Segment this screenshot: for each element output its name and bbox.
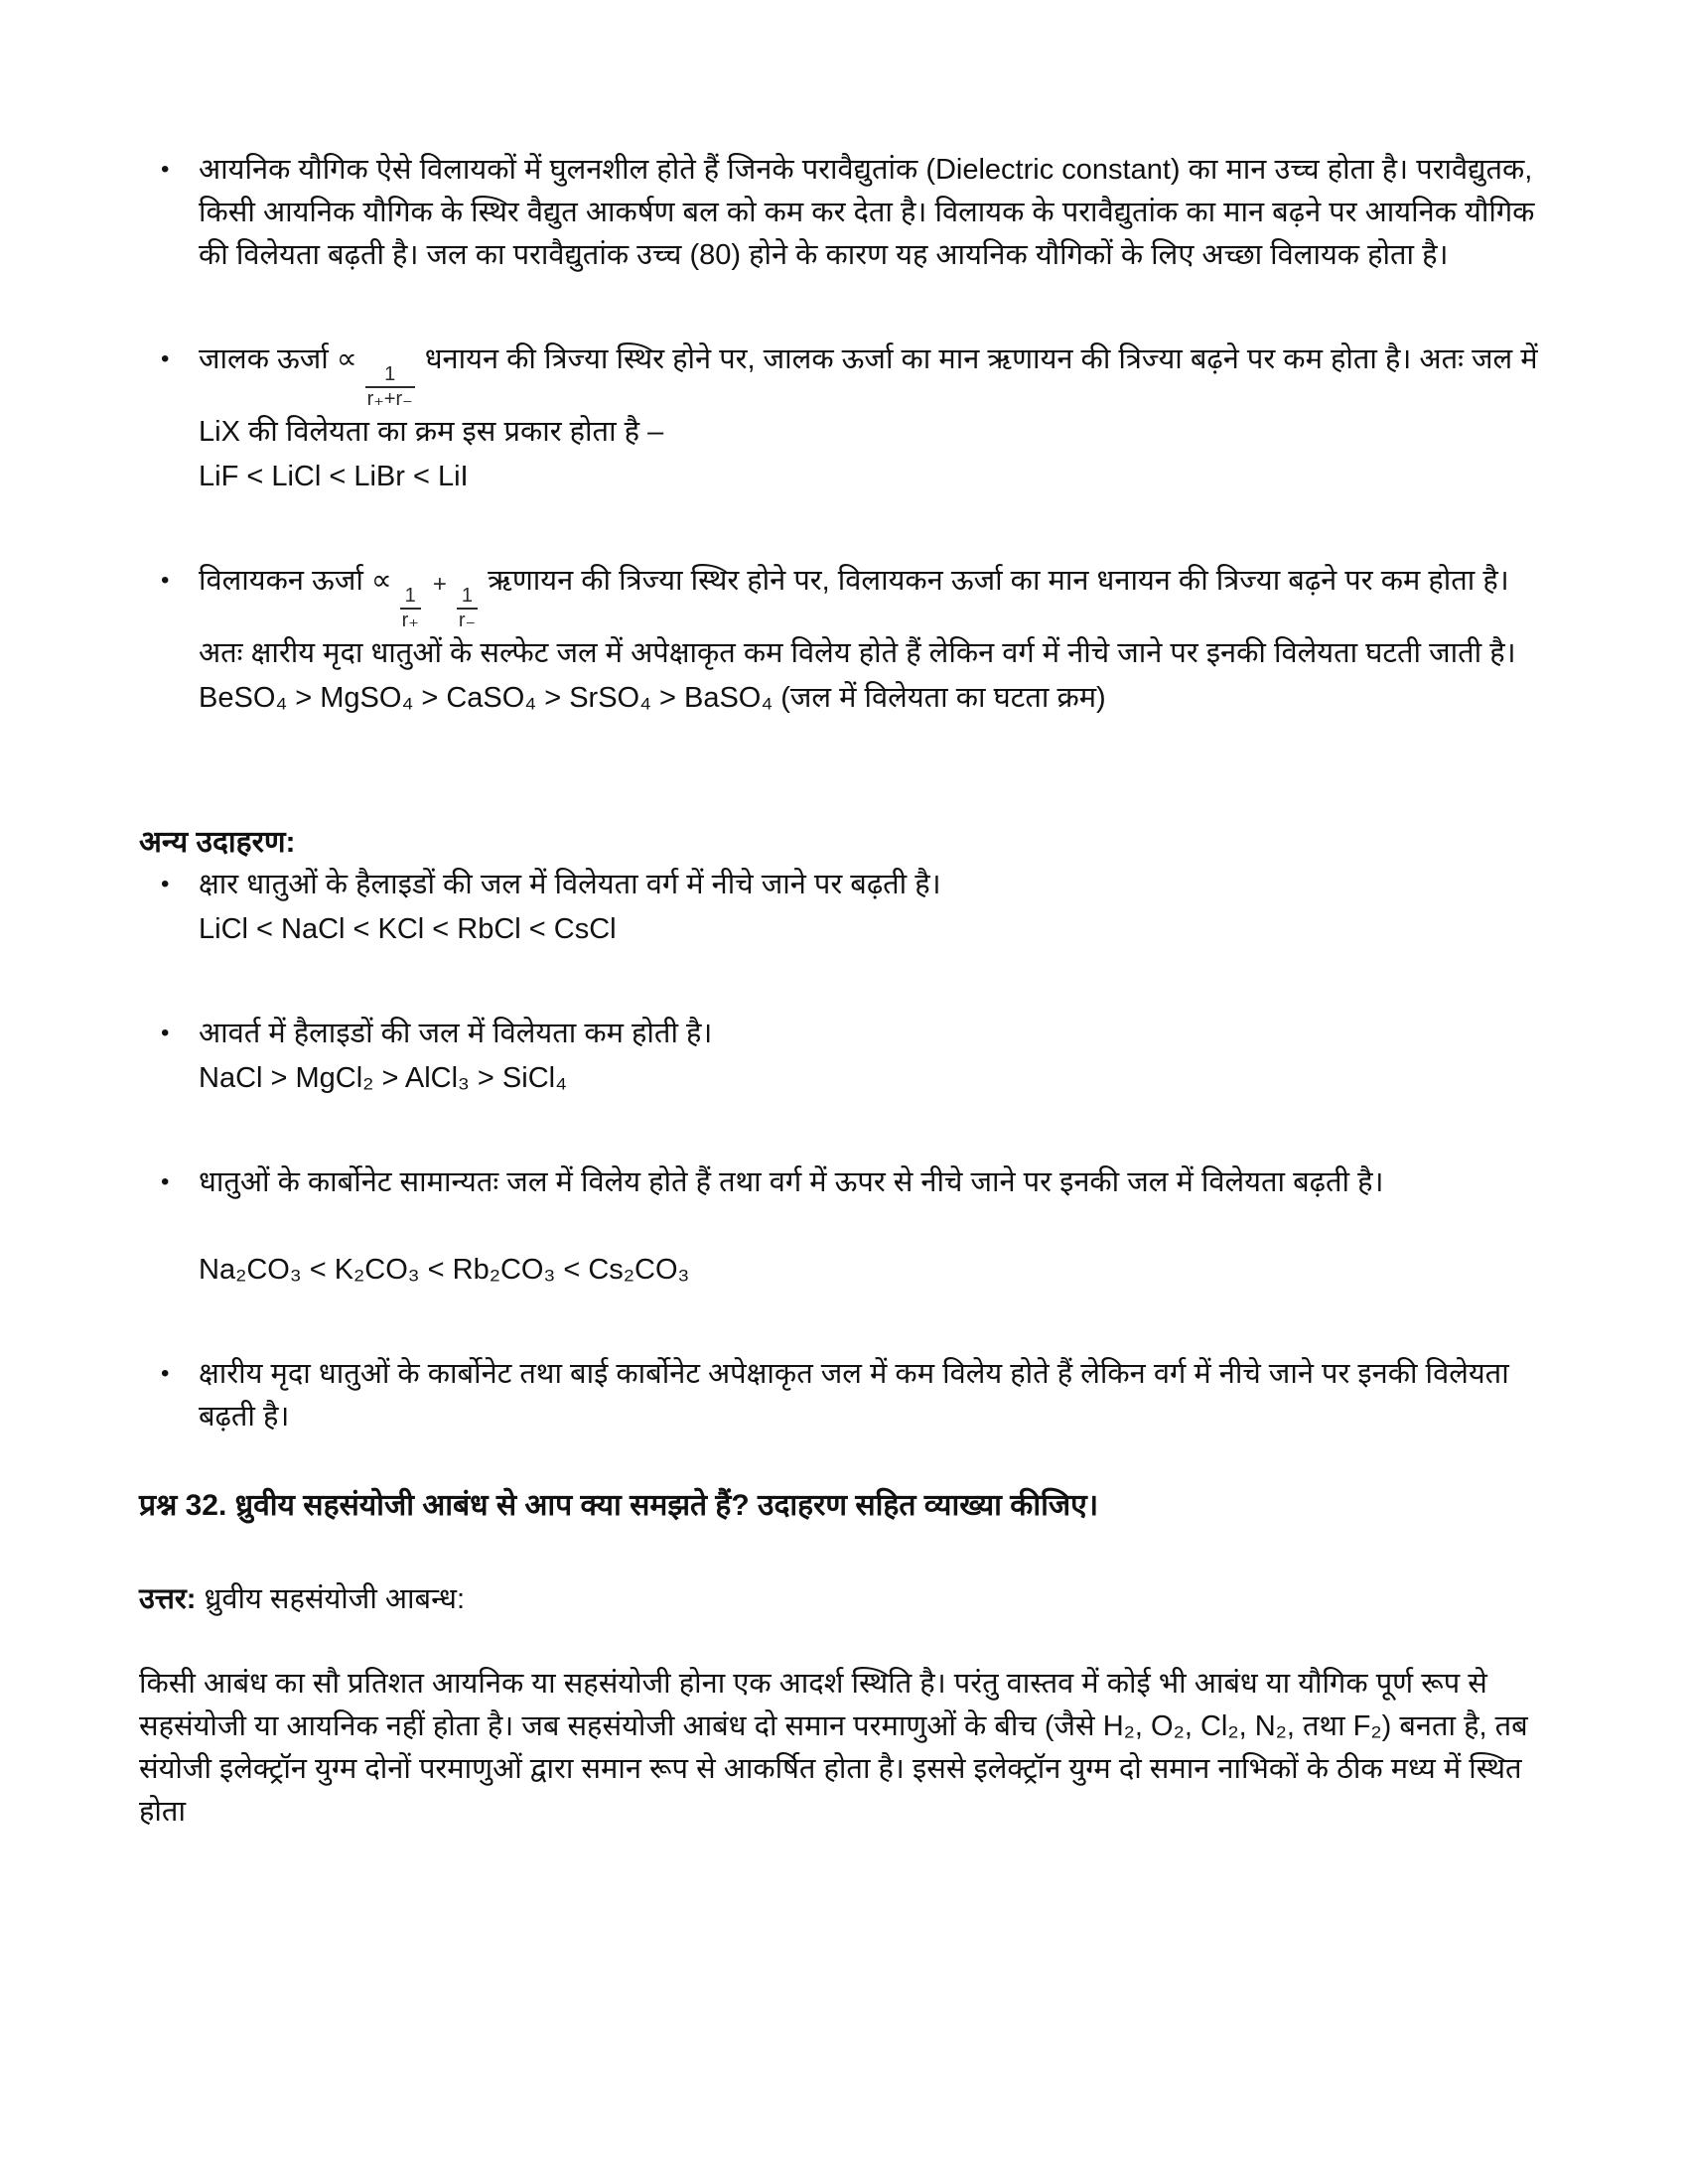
list-item [139, 1161, 1549, 1292]
list-item [139, 560, 1549, 720]
list-item [139, 864, 1549, 951]
other-examples-heading: अन्य उदाहरण: [139, 826, 296, 859]
list-item [139, 1013, 1549, 1100]
bullet-text-pre: विलायकन ऊर्जा ∝ [199, 565, 392, 597]
fraction-denominator: r₊ [401, 610, 419, 631]
solvation-energy-fraction-1 [400, 585, 421, 632]
list-item [139, 1353, 1549, 1438]
fraction-numerator: 1 [384, 363, 396, 385]
lattice-energy-fraction [365, 363, 415, 411]
bullet-text-pre: जालक ऊर्जा ∝ [199, 343, 357, 375]
formula-line: LiF < LiCl < LiBr < LiI [199, 461, 469, 492]
list-item [139, 149, 1549, 277]
formula-line: LiCl < NaCl < KCl < RbCl < CsCl [199, 913, 617, 945]
answer-subtitle: ध्रुवीय सहसंयोजी आबन्ध: [196, 1583, 466, 1615]
question-32-heading: प्रश्न 32. ध्रुवीय सहसंयोजी आबंध से आप क्या समझते हैं? उदाहरण सहित व्याख्या कीजिए। [139, 1489, 1099, 1522]
bullet-text-post: धनायन की त्रिज्या स्थिर होने पर, जालक ऊर्जा का मान ऋणायन की त्रिज्या बढ़ने पर कम होता है। अतः जल में LiX की विलेयता का क्रम इस प्रकार होता है – [199, 343, 1538, 448]
plus-sign: + [432, 571, 447, 598]
fraction-denominator: r₊+r₋ [366, 388, 413, 410]
fraction-numerator: 1 [404, 585, 416, 607]
bullet-text: क्षार धातुओं के हैलाइडों की जल में विलेयता वर्ग में नीचे जाने पर बढ़ती है। [199, 869, 941, 900]
answer-label: उत्तर: [139, 1583, 197, 1615]
formula-line: NaCl > MgCl₂ > AlCl₃ > SiCl₄ [199, 1062, 567, 1094]
list-item [139, 339, 1549, 498]
other-examples-bullet-list [139, 864, 1549, 1438]
bullet-text: आयनिक यौगिक ऐसे विलायकों में घुलनशील होते हैं जिनके परावैद्युतांक (Dielectric constant) का मान उच्च होता है। परावैद्युतक, किसी आयनिक यौगिक के स्थिर वैद्युत आकर्षण बल को कम कर देता है। विलायक के परावैद्युतांक का मान बढ़ने पर आयनिक यौगिक की विलेयता बढ़ती है। जल का परावैद्युतांक उच्च (80) होने के कारण यह आयनिक यौगिकों के लिए अच्छा विलायक होता है। [199, 154, 1535, 271]
fraction-numerator: 1 [461, 585, 474, 607]
formula-line: BeSO₄ > MgSO₄ > CaSO₄ > SrSO₄ > BaSO₄ (जल में विलेयता का घटता क्रम) [199, 682, 1106, 714]
formula-line: Na₂CO₃ < K₂CO₃ < Rb₂CO₃ < Cs₂CO₃ [199, 1254, 690, 1286]
answer-line [139, 1578, 1549, 1621]
bullet-text-post: ऋणायन की त्रिज्या स्थिर होने पर, विलायकन ऊर्जा का मान धनायन की त्रिज्या बढ़ने पर कम होता है। अतः क्षारीय मृदा धातुओं के सल्फेट जल में अपेक्षाकृत कम विलेय होते हैं लेकिन वर्ग में नीचे जाने पर इनकी विलेयता घटती जाती है। [199, 565, 1516, 669]
solvation-energy-fraction-2 [457, 585, 478, 632]
bullet-text: क्षारीय मृदा धातुओं के कार्बोनेट तथा बाई कार्बोनेट अपेक्षाकृत जल में कम विलेय होते हैं लेकिन वर्ग में नीचे जाने पर इनकी विलेयता बढ़ती है। [199, 1358, 1509, 1433]
fraction-denominator: r₋ [458, 610, 477, 631]
bullet-text: धातुओं के कार्बोनेट सामान्यतः जल में विलेय होते हैं तथा वर्ग में ऊपर से नीचे जाने पर इनकी जल में विलेयता बढ़ती है। [199, 1166, 1384, 1198]
main-bullet-list [139, 149, 1549, 720]
bullet-text: आवर्त में हैलाइडों की जल में विलेयता कम होती है। [199, 1018, 713, 1049]
answer-paragraph: किसी आबंध का सौ प्रतिशत आयनिक या सहसंयोजी होना एक आदर्श स्थिति है। परंतु वास्तव में कोई भी आबंध या यौगिक पूर्ण रूप से सहसंयोजी या आयनिक नहीं होता है। जब सहसंयोजी आबंध दो समान परमाणुओं के बीच (जैसे H₂, O₂, Cl₂, N₂, तथा F₂) बनता है, तब संयोजी इलेक्ट्रॉन युग्म दोनों परमाणुओं द्वारा समान रूप से आकर्षित होता है। इससे इलेक्ट्रॉन युग्म दो समान नाभिकों के ठीक मध्य में स्थित होता [139, 1668, 1528, 1828]
